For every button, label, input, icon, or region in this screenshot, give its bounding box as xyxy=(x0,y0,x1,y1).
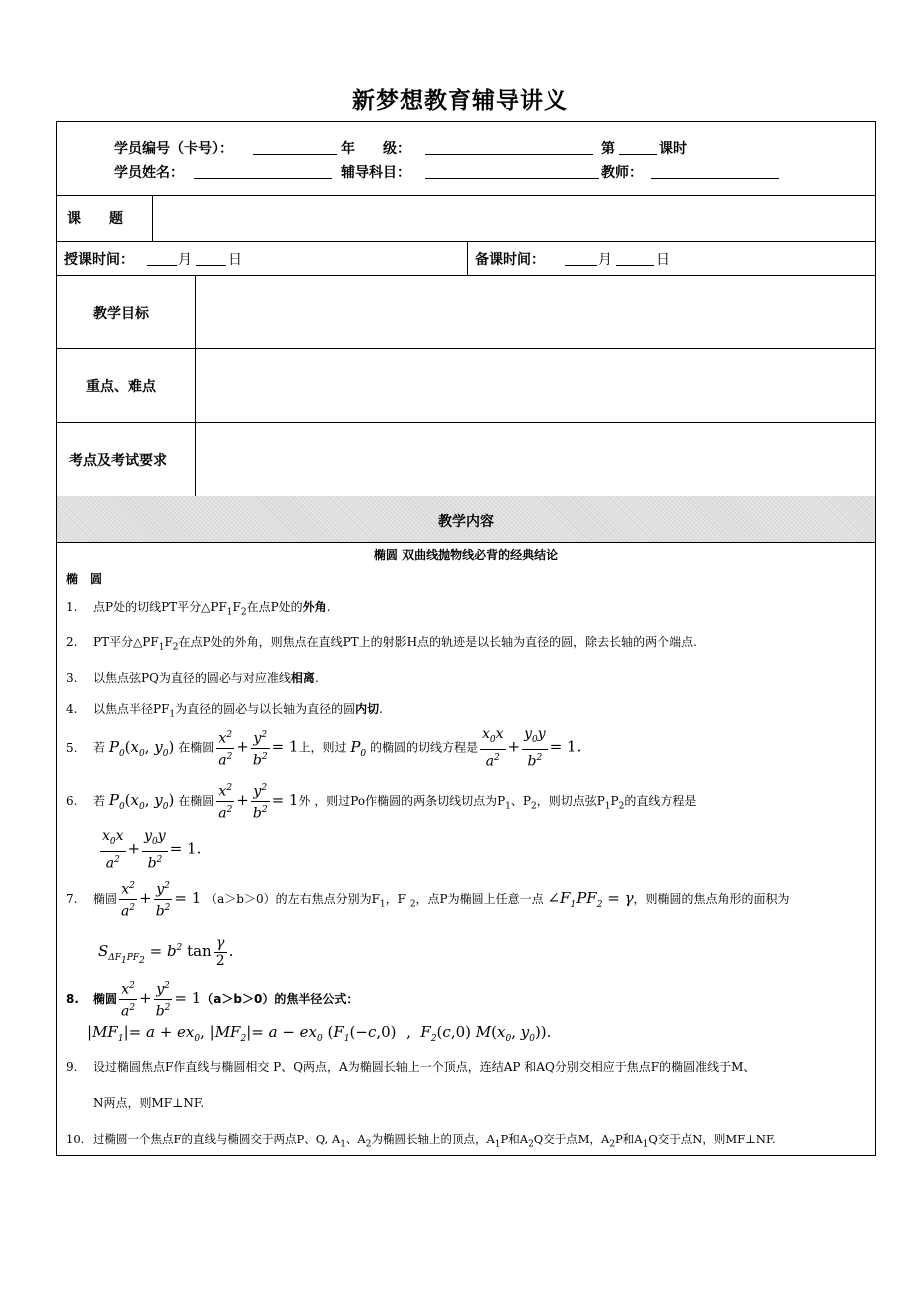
list-item xyxy=(66,634,697,655)
math-fraction: $\frac{\gamma}{2}$ xyxy=(215,935,225,969)
item-number: 1. xyxy=(66,600,78,614)
class-time-label: 授课时间： xyxy=(64,252,134,268)
list-item xyxy=(66,1059,755,1075)
item-number: 8. xyxy=(66,992,79,1006)
item-text: 2 xyxy=(172,642,179,653)
item-text: 2 xyxy=(609,1139,616,1150)
teacher-label: 教师： xyxy=(601,165,643,181)
math-expression: $\angle F_1PF_2 = \gamma$ xyxy=(547,889,634,910)
item-text: 2 xyxy=(618,801,625,812)
math-fraction: $\frac{x^2}{a^2}$ xyxy=(216,727,234,769)
item-text: 2 xyxy=(240,607,247,618)
item-text: 为椭圆长轴上的顶点，A xyxy=(371,1132,495,1146)
lesson-no-field[interactable] xyxy=(619,154,657,155)
item-text: 1 xyxy=(340,1139,346,1150)
math-expression: $P_0(x_0$, $y_0$) xyxy=(108,737,175,759)
math-fraction: $\frac{x^2}{a^2}$ xyxy=(119,978,137,1020)
list-item xyxy=(66,670,319,686)
student-id-field[interactable] xyxy=(253,154,337,155)
item-text: 1 xyxy=(604,801,611,812)
item-text: 2 xyxy=(528,1139,534,1150)
item-text: 若 xyxy=(93,740,106,755)
divider xyxy=(152,195,153,241)
math-fraction: $\frac{y^2}{b^2}$ xyxy=(154,978,173,1020)
item-number: 10. xyxy=(66,1132,85,1146)
item-text: Q交于点N，则MF⊥NF. xyxy=(648,1132,776,1146)
grade-label: 年 级： xyxy=(341,141,411,157)
list-item: 5. 若 $P_0(x_0$, $y_0$) 在椭圆 $\frac{x^2}{a^2}$ + $\frac{y^2}{b^2}$ = 1上，则过 $P_0$ 的椭圆的切线方程是 $\frac{x_0x}{a^2}$ + $\frac{y_0y}{b^2}$ = 1. xyxy=(66,726,582,770)
student-id-label: 学员编号（卡号）： xyxy=(114,141,233,157)
subsection-title: 椭 圆 xyxy=(66,572,103,586)
item-text: 1 xyxy=(505,801,511,812)
item-text: ，则切点弦P xyxy=(536,794,605,808)
math-fraction: $\frac{x^2}{a^2}$ xyxy=(119,878,137,920)
item-number: 5. xyxy=(66,740,78,755)
divider xyxy=(195,275,196,496)
math-fraction: $\frac{y^2}{b^2}$ xyxy=(154,878,173,920)
item-text: 的直线方程是 xyxy=(624,794,697,808)
divider xyxy=(57,195,875,196)
item-text: . xyxy=(326,600,331,614)
item-text: 椭圆 xyxy=(93,892,118,906)
item-text: 设过椭圆焦点F作直线与椭圆相交 P、Q两点，A为椭圆长轴上一个顶点，连结AP 和AQ分别交相应于焦点F的椭圆准线于M、 xyxy=(93,1060,756,1074)
item-text: P和A xyxy=(500,1132,529,1146)
list-item-continued xyxy=(93,1095,204,1111)
lesson-unit-label: 课时 xyxy=(659,141,687,157)
item-text: 外 ，则过Po作椭圆的两条切线切点为P xyxy=(298,794,506,808)
item-text: PT平分△PF xyxy=(93,635,159,649)
item-text: 的椭圆的切线方程是 xyxy=(369,740,478,755)
item-text: P xyxy=(610,794,619,808)
list-item xyxy=(66,599,331,620)
item-text: F xyxy=(232,600,241,614)
prep-month-field[interactable] xyxy=(565,265,597,266)
item-text: F xyxy=(164,635,173,649)
student-name-field[interactable] xyxy=(194,178,332,179)
list-item: 8. 椭圆 $\frac{x^2}{a^2}$ + $\frac{y^2}{b^2}$ = 1（a＞b＞0）的焦半径公式： xyxy=(66,978,358,1021)
item-text: 1 xyxy=(642,1139,649,1150)
item-text: 、P xyxy=(510,794,531,808)
subject-field[interactable] xyxy=(425,178,599,179)
prep-month-unit: 月 xyxy=(598,252,612,268)
list-item: 7. 椭圆 $\frac{x^2}{a^2}$ + $\frac{y^2}{b^2}$ = 1 （a＞b＞0）的左右焦点分别为$F_1$，F $_2$，点P为椭圆上任意一点 $\angle F_1PF_2 = \gamma$，则椭圆的焦点角形的面积为 xyxy=(66,878,790,925)
item-text: 在椭圆 xyxy=(178,794,215,808)
item-number: 9. xyxy=(66,1060,78,1074)
item-emphasis: 内切 xyxy=(355,702,380,716)
item-text: 2 xyxy=(409,899,416,910)
math-expression: $S_{\Delta F_1PF_2} = b^2$ tan xyxy=(98,942,212,966)
divider xyxy=(467,241,468,275)
math-expression: $P_0$ xyxy=(350,737,367,759)
item-text: 椭圆 xyxy=(93,992,118,1006)
goals-label: 教学目标 xyxy=(93,306,149,322)
student-name-label: 学员姓名： xyxy=(114,165,184,181)
list-item-continued: $\frac{x_0x}{a^2}$ + $\frac{y_0y}{b^2}$ = 1. xyxy=(102,828,202,872)
item-text: 1 xyxy=(494,1139,501,1150)
topic-label: 课 题 xyxy=(67,211,123,227)
prep-time-label: 备课时间： xyxy=(475,252,545,268)
item-text: . xyxy=(379,702,383,716)
item-text: ，则椭圆的焦点角形的面积为 xyxy=(633,892,790,906)
exam-points-label: 考点及考试要求 xyxy=(69,453,167,469)
content-header: 教学内容 xyxy=(438,514,494,530)
math-fraction: $\frac{y_0y}{b^2}$ xyxy=(144,828,166,872)
section-title: 椭圆 双曲线抛物线必背的经典结论 xyxy=(373,548,559,562)
item-text: N两点，则MF⊥NF. xyxy=(93,1096,205,1110)
item-text: 1 xyxy=(379,899,386,910)
item-text: P和A xyxy=(615,1132,643,1146)
grade-field[interactable] xyxy=(425,154,593,155)
class-day-unit: 日 xyxy=(228,252,242,268)
item-number: 4. xyxy=(66,702,78,716)
item-text: 以焦点弦PQ为直径的圆必与对应准线 xyxy=(93,671,291,685)
prep-day-field[interactable] xyxy=(616,265,654,266)
item-text: 若 xyxy=(93,794,106,808)
math-fraction: $\frac{x^2}{a^2}$ xyxy=(216,780,234,822)
class-month-field[interactable] xyxy=(147,265,177,266)
item-text: ，F xyxy=(385,892,410,906)
math-fraction: $\frac{x_0x}{a^2}$ xyxy=(102,828,124,872)
item-text: ，点P为椭圆上任意一点 xyxy=(415,892,544,906)
item-text: 1 xyxy=(169,709,176,720)
list-item xyxy=(66,701,383,722)
item-number: 7. xyxy=(66,892,78,906)
item-text: 1 xyxy=(226,607,233,618)
lesson-no-label: 第 xyxy=(601,141,615,157)
item-number: 2. xyxy=(66,635,78,649)
list-item-continued: $S_{\Delta F_1PF_2} = b^2$ tan $\frac{\gamma}{2}$ . xyxy=(98,935,234,969)
item-emphasis: 外角 xyxy=(302,600,327,614)
item-text: （a＞b＞0）的左右焦点分别为F xyxy=(205,892,380,906)
item-text: （a＞b＞0）的焦半径公式： xyxy=(201,992,359,1006)
item-text: 1 xyxy=(158,642,165,653)
divider xyxy=(57,542,875,543)
lesson-form xyxy=(56,121,876,1156)
item-text: Q交于点M，A xyxy=(533,1132,610,1146)
item-text: . xyxy=(314,671,319,685)
math-expression: $P_0(x_0$, $y_0$) xyxy=(108,791,175,812)
item-text: 2 xyxy=(365,1139,372,1150)
teacher-field[interactable] xyxy=(651,178,779,179)
item-text: 、A xyxy=(345,1132,366,1146)
item-text: 以焦点半径PF xyxy=(93,702,170,716)
item-number: 3. xyxy=(66,671,78,685)
subject-label: 辅导科目： xyxy=(341,165,411,181)
divider xyxy=(57,275,875,276)
item-text: 在点P处的外角，则焦点在直线PT上的射影H点的轨迹是以长轴为直径的圆，除去长轴的两个端点. xyxy=(178,635,697,649)
item-emphasis: 相离 xyxy=(290,671,315,685)
item-text: 过椭圆一个焦点F的直线与椭圆交于两点P、Q, A xyxy=(93,1132,341,1146)
list-item: 6. 若 $P_0(x_0$, $y_0$) 在椭圆 $\frac{x^2}{a^2}$ + $\frac{y^2}{b^2}$ = 1外 ，则过Po作椭圆的两条切线切点为$P_1$、$P_2$，则切点弦$P_1P_2$的直线方程是 xyxy=(66,780,696,827)
divider xyxy=(57,348,875,349)
class-day-field[interactable] xyxy=(196,265,226,266)
item-text: 在椭圆 xyxy=(178,740,215,755)
item-number: 6. xyxy=(66,794,78,808)
math-fraction: $\frac{y^2}{b^2}$ xyxy=(251,727,270,769)
math-expression: $|MF_1|= a + ex_0$, $|MF_2|= a - ex_0$ ($F_1(-c,0)$ , $F_2(c,0)$ $M(x_0$, $y_0$)). xyxy=(87,1023,552,1044)
list-item-continued xyxy=(87,1020,551,1051)
math-fraction: $\frac{x_0x}{a^2}$ xyxy=(481,726,504,770)
item-text: 2 xyxy=(530,801,537,812)
item-text: 为直径的圆必与以长轴为直径的圆 xyxy=(175,702,356,716)
document-title: 新梦想教育辅导讲义 xyxy=(352,88,568,114)
prep-day-unit: 日 xyxy=(656,252,670,268)
item-text: 点P处的切线PT平分△PF xyxy=(93,600,227,614)
divider xyxy=(57,241,875,242)
item-text: 上，则过 xyxy=(298,740,347,755)
key-points-label: 重点、难点 xyxy=(86,379,156,395)
math-fraction: $\frac{y^2}{b^2}$ xyxy=(251,780,270,822)
list-item xyxy=(66,1131,776,1152)
class-month-unit: 月 xyxy=(178,252,192,268)
item-text: 在点P处的 xyxy=(246,600,303,614)
divider xyxy=(57,422,875,423)
math-fraction: $\frac{y_0y}{b^2}$ xyxy=(524,726,546,770)
